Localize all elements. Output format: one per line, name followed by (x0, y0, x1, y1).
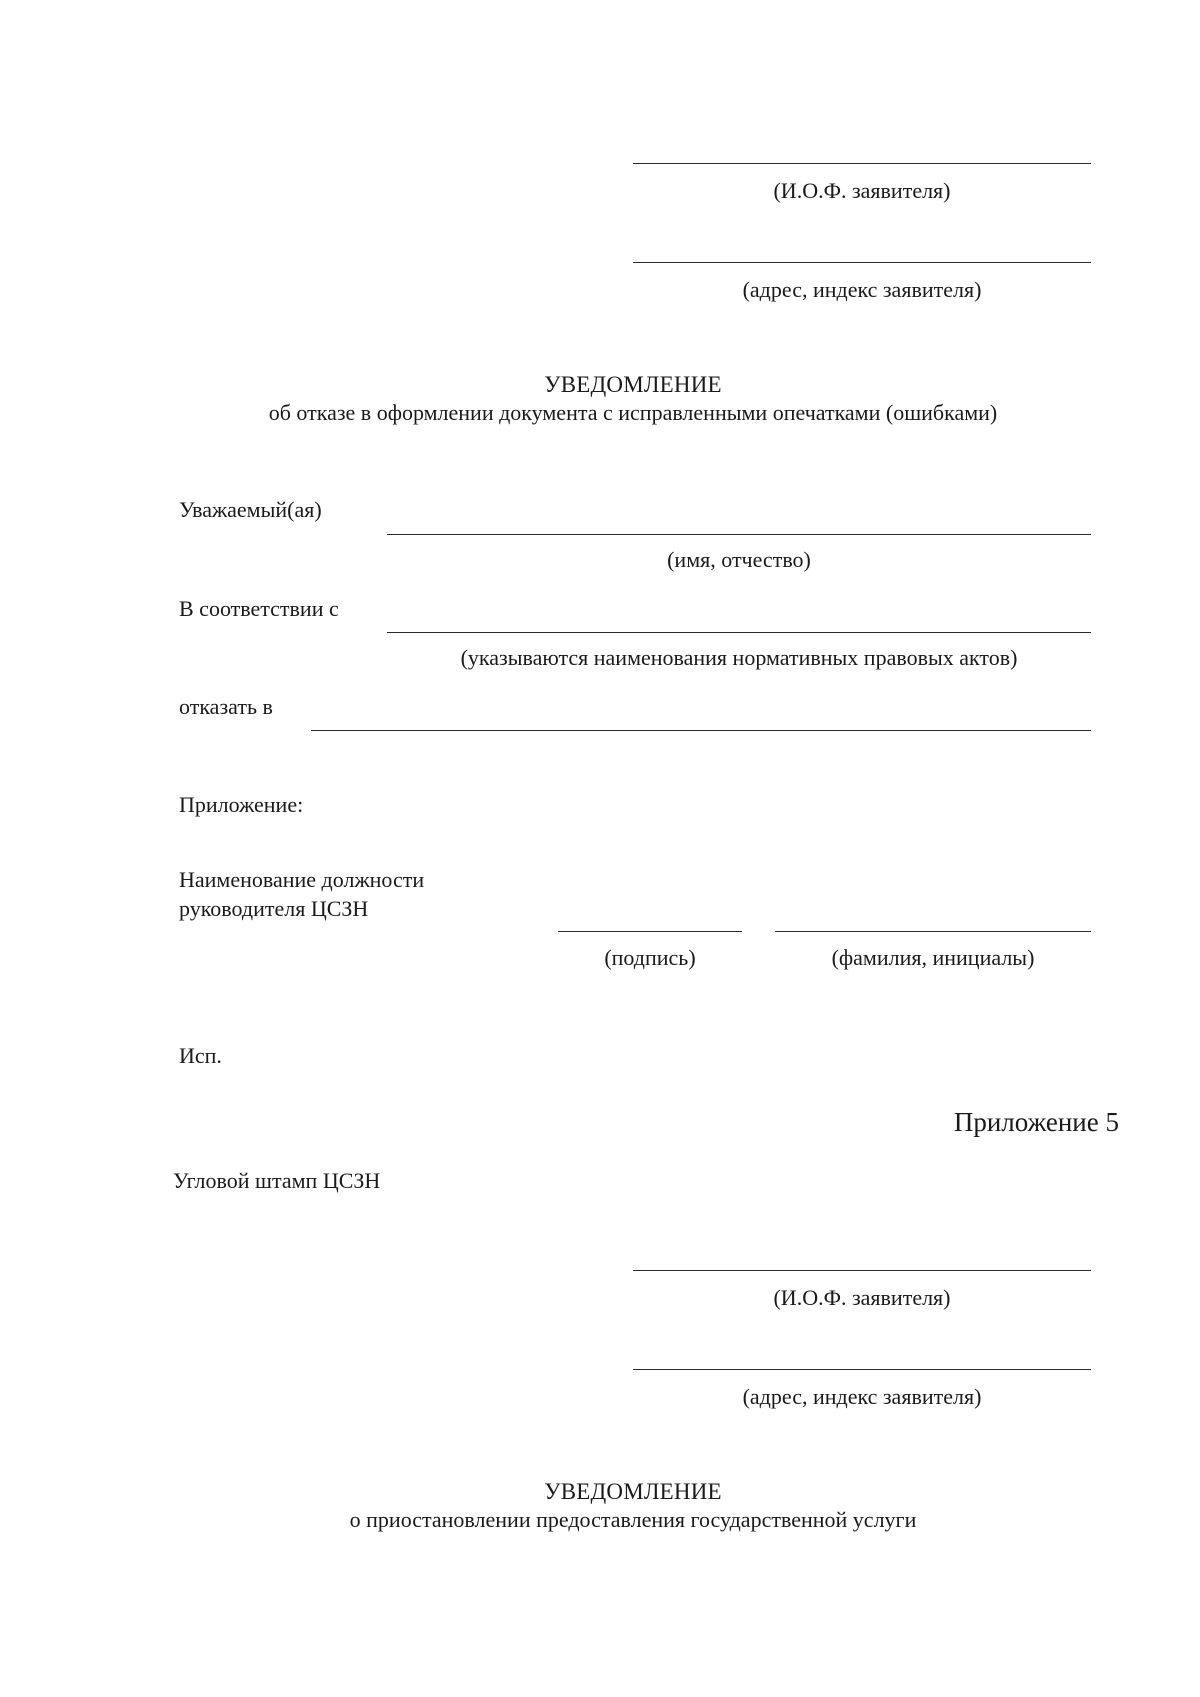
position-title-line2: руководителя ЦСЗН (179, 896, 369, 921)
annex-label: Приложение 5 (953, 1107, 1119, 1137)
position-title-line1: Наименование должности (179, 867, 425, 892)
surname-caption: (фамилия, инициалы) (831, 945, 1035, 970)
applicant-address-line[interactable] (633, 262, 1091, 263)
surname-line[interactable] (775, 931, 1091, 932)
attachment-label: Приложение: (179, 792, 304, 817)
signature-line[interactable] (558, 931, 742, 932)
applicant-name-caption: (И.О.Ф. заявителя) (773, 178, 951, 203)
greeting-label: Уважаемый(ая) (179, 497, 322, 522)
refuse-line[interactable] (311, 730, 1091, 731)
applicant-name-line-2[interactable] (633, 1270, 1091, 1271)
notice-heading: УВЕДОМЛЕНИЕ (544, 372, 722, 397)
applicant-name-line[interactable] (633, 163, 1091, 164)
accordance-label: В соответствии с (179, 596, 339, 621)
notice-heading-2: УВЕДОМЛЕНИЕ (544, 1479, 722, 1504)
notice-subheading: об отказе в оформлении документа с исправленными опечатками (ошибками) (268, 400, 998, 425)
notice-subheading-2: о приостановлении предоставления государственной услуги (349, 1507, 917, 1532)
applicant-name-caption-2: (И.О.Ф. заявителя) (773, 1285, 951, 1310)
applicant-address-line-2[interactable] (633, 1369, 1091, 1370)
accordance-caption: (указываются наименования нормативных правовых актов) (460, 645, 1018, 670)
accordance-line[interactable] (387, 632, 1091, 633)
applicant-address-caption: (адрес, индекс заявителя) (742, 277, 982, 302)
refuse-label: отказать в (179, 694, 273, 719)
greeting-caption: (имя, отчество) (667, 547, 811, 572)
signature-caption: (подпись) (604, 945, 696, 970)
greeting-name-line[interactable] (387, 534, 1091, 535)
executor-label: Исп. (179, 1043, 222, 1068)
applicant-address-caption-2: (адрес, индекс заявителя) (742, 1384, 982, 1409)
corner-stamp-label: Угловой штамп ЦСЗН (173, 1168, 381, 1193)
